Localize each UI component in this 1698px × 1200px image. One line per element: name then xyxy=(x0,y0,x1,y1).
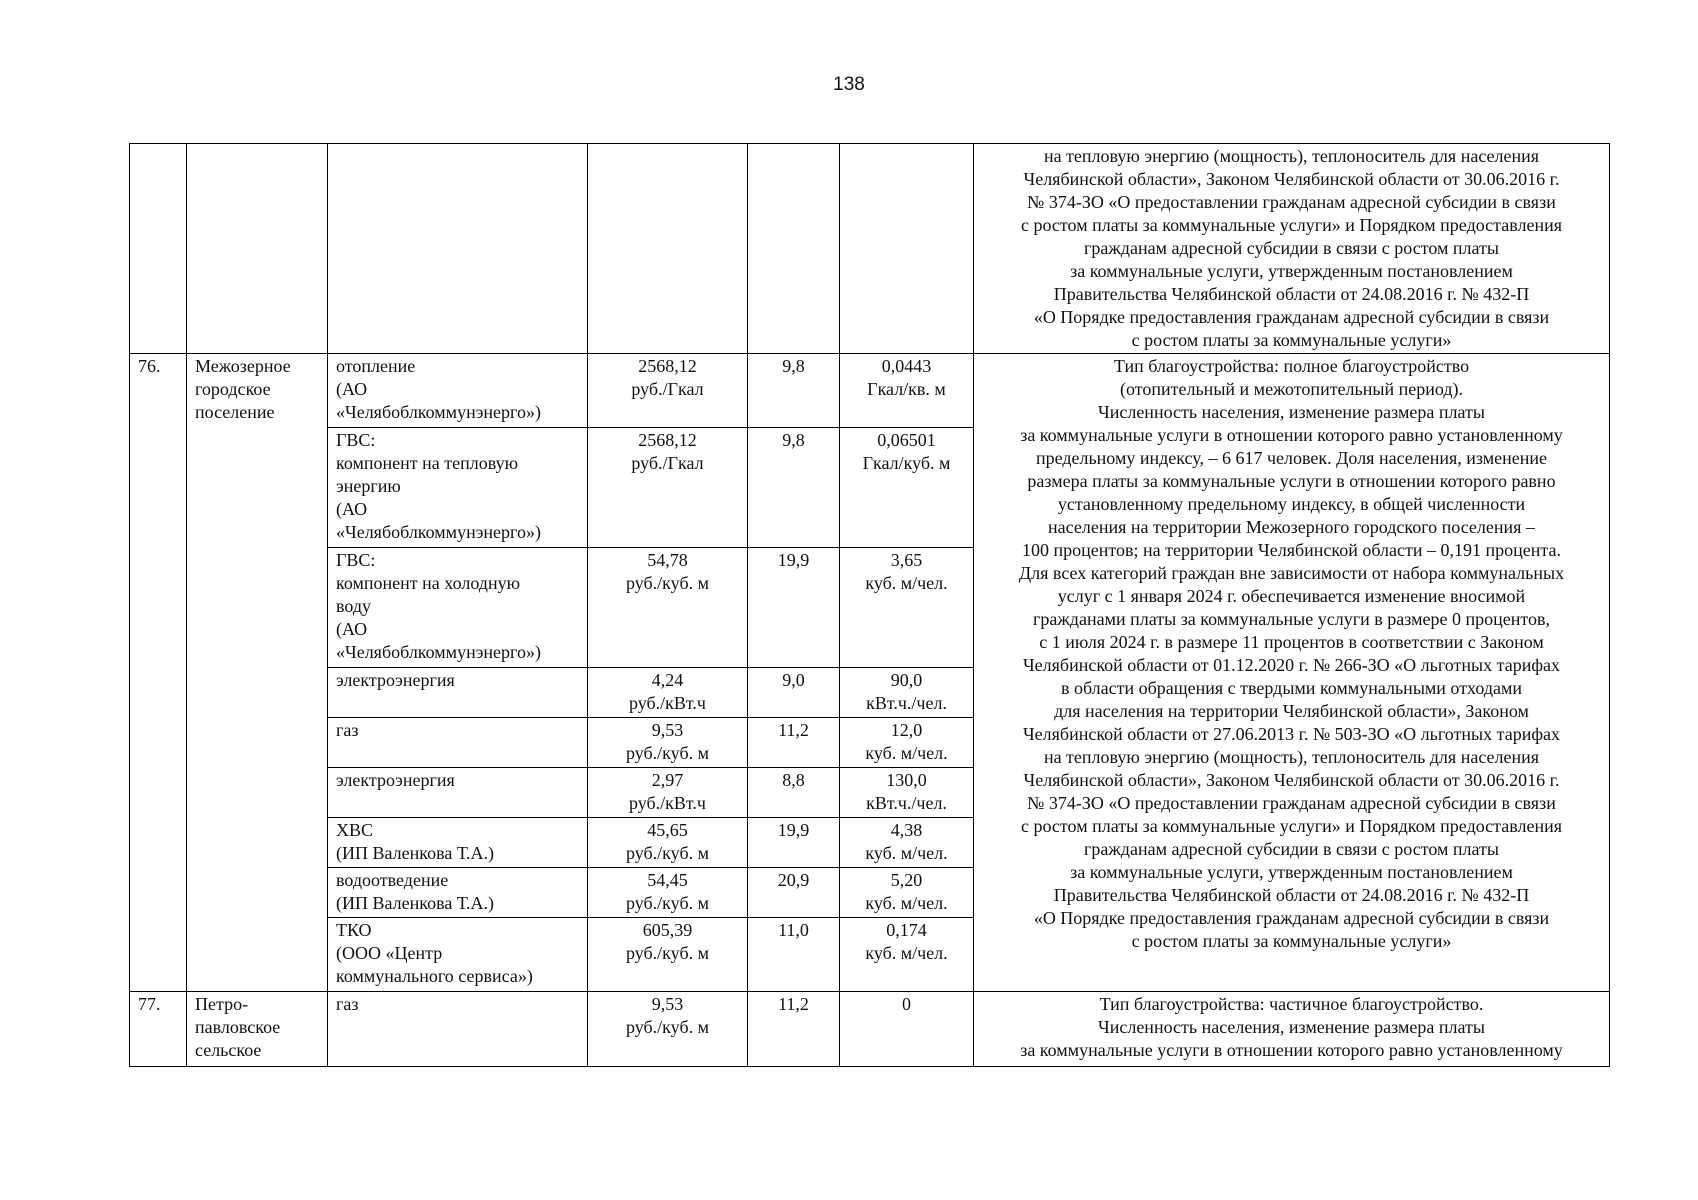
municipality-name xyxy=(187,992,328,1067)
number-cell xyxy=(130,144,187,354)
text-line: 0,0443 xyxy=(881,356,932,376)
entry-number: 77. xyxy=(130,992,187,1067)
municipality-name xyxy=(187,354,328,992)
text-line: с ростом платы за коммунальные услуги» xyxy=(1131,330,1452,350)
text-line: на тепловую энергию (мощность), теплоноситель для населения xyxy=(1043,146,1540,166)
text-line: руб./куб. м xyxy=(626,573,709,593)
tariff-table-body xyxy=(130,144,1610,1067)
text-line: с 1 июля 2024 г. в размере 11 процентов в соответствии с Законом xyxy=(1039,632,1544,652)
norm-cell xyxy=(840,144,974,354)
tariff-value xyxy=(588,868,748,918)
text-line: «О Порядке предоставления гражданам адресной субсидии в связи xyxy=(1033,908,1550,928)
service-name xyxy=(328,992,588,1067)
text-line: 12,0 xyxy=(890,720,923,740)
text-line: населения на территории Межозерного городского поселения – xyxy=(1048,517,1535,537)
text-line: руб./куб. м xyxy=(626,1017,709,1037)
note-cell xyxy=(974,354,1610,992)
text-line: компонент на тепловую xyxy=(336,453,519,473)
text-line: городское xyxy=(195,379,271,399)
text-line: электроэнергия xyxy=(336,670,455,690)
text-line: услуг с 1 января 2024 г. обеспечивается изменение вносимой xyxy=(1057,586,1526,606)
service-name xyxy=(328,428,588,548)
service-cell xyxy=(328,144,588,354)
norm-value xyxy=(840,548,974,668)
text-line: за коммунальные услуги, утвержденным постановлением xyxy=(1070,862,1513,882)
service-name xyxy=(328,818,588,868)
text-line: за коммунальные услуги в отношении которого равно установленному xyxy=(1020,425,1563,445)
text-line: куб. м/чел. xyxy=(865,573,948,593)
text-line: Челябинской области», Законом Челябинской области от 30.06.2016 г. xyxy=(1023,169,1560,189)
text-line: Межозерное xyxy=(195,356,291,376)
note-cell xyxy=(974,992,1610,1067)
text-line: Челябинской области от 01.12.2020 г. № 266-ЗО «О льготных тарифах xyxy=(1022,655,1560,675)
tariff-value xyxy=(588,818,748,868)
text-line: 130,0 xyxy=(886,770,927,790)
text-line: (отопительный и межотопительный период). xyxy=(1119,379,1463,399)
tariff-value xyxy=(588,718,748,768)
norm-value xyxy=(840,992,974,1067)
text-line: установленному предельному индексу, в общей численности xyxy=(1057,494,1526,514)
percent-value: 19,9 xyxy=(748,548,840,668)
text-line: № 374-ЗО «О предоставлении гражданам адресной субсидии в связи xyxy=(1027,793,1556,813)
page-number: 138 xyxy=(833,74,865,95)
tariff-value xyxy=(588,768,748,818)
text-line: руб./Гкал xyxy=(631,379,704,399)
text-line: руб./кВт.ч xyxy=(628,693,706,713)
text-line: поселение xyxy=(195,402,275,422)
text-line: 605,39 xyxy=(642,920,693,940)
text-line: 100 процентов; на территории Челябинской области – 0,191 процента. xyxy=(1022,540,1561,560)
service-name xyxy=(328,354,588,428)
text-line: руб./куб. м xyxy=(626,743,709,763)
text-line: предельному индексу, – 6 617 человек. Доля населения, изменение xyxy=(1035,448,1548,468)
table-row xyxy=(130,354,1610,428)
service-name xyxy=(328,718,588,768)
municipality-cell xyxy=(187,144,328,354)
percent-value: 9,8 xyxy=(748,354,840,428)
text-line: отопление xyxy=(336,356,416,376)
text-line: 2568,12 xyxy=(638,430,697,450)
tariff-value xyxy=(588,668,748,718)
text-line: куб. м/чел. xyxy=(865,743,948,763)
text-line: газ xyxy=(336,994,359,1014)
text-line: «О Порядке предоставления гражданам адресной субсидии в связи xyxy=(1033,307,1550,327)
text-line: коммунального сервиса») xyxy=(336,966,533,986)
norm-value xyxy=(840,718,974,768)
text-line: размера платы за коммунальные услуги в отношении которого равно xyxy=(1027,471,1556,491)
service-name xyxy=(328,668,588,718)
text-line: 0,06501 xyxy=(877,430,936,450)
norm-value xyxy=(840,868,974,918)
text-line: Тип благоустройства: полное благоустройство xyxy=(1113,356,1470,376)
text-line: (ООО «Центр xyxy=(336,943,443,963)
text-line: (АО xyxy=(336,379,368,399)
text-line: 9,53 xyxy=(651,994,684,1014)
text-line: Для всех категорий граждан вне зависимости от набора коммунальных xyxy=(1018,563,1565,583)
text-line: на тепловую энергию (мощность), теплоноситель для населения xyxy=(1043,747,1540,767)
text-line: ГВС: xyxy=(336,430,376,450)
text-line: павловское xyxy=(195,1017,281,1037)
text-line: с ростом платы за коммунальные услуги» и Порядком предоставления xyxy=(1020,816,1563,836)
text-line: «Челябоблкоммунэнерго») xyxy=(336,402,541,422)
text-line: гражданам адресной субсидии в связи с ростом платы xyxy=(1083,238,1499,258)
text-line: 4,38 xyxy=(890,820,923,840)
text-line: (АО xyxy=(336,619,368,639)
text-line: 2,97 xyxy=(651,770,684,790)
text-line: Челябинской области», Законом Челябинской области от 30.06.2016 г. xyxy=(1023,770,1560,790)
percent-value: 20,9 xyxy=(748,868,840,918)
text-line: Петро- xyxy=(195,994,249,1014)
tariff-table xyxy=(129,143,1610,1067)
text-line: «Челябоблкоммунэнерго») xyxy=(336,522,541,542)
text-line: куб. м/чел. xyxy=(865,943,948,963)
text-line: руб./куб. м xyxy=(626,843,709,863)
text-line: 5,20 xyxy=(890,870,923,890)
norm-value xyxy=(840,428,974,548)
entry-number: 76. xyxy=(130,354,187,992)
text-line: Численность населения, изменение размера платы xyxy=(1098,1017,1485,1037)
text-line: 0,174 xyxy=(886,920,927,940)
text-line: № 374-ЗО «О предоставлении гражданам адресной субсидии в связи xyxy=(1027,192,1556,212)
norm-value xyxy=(840,818,974,868)
text-line: кВт.ч./чел. xyxy=(866,793,947,813)
text-line: Правительства Челябинской области от 24.08.2016 г. № 432-П xyxy=(1053,885,1530,905)
text-line: куб. м/чел. xyxy=(865,843,948,863)
tariff-cell xyxy=(588,144,748,354)
text-line: за коммунальные услуги, утвержденным постановлением xyxy=(1070,261,1513,281)
text-line: Челябинской области от 27.06.2013 г. № 503-ЗО «О льготных тарифах xyxy=(1022,724,1560,744)
service-name xyxy=(328,768,588,818)
text-line: кВт.ч./чел. xyxy=(866,693,947,713)
text-line: газ xyxy=(336,720,359,740)
text-line: куб. м/чел. xyxy=(865,893,948,913)
tariff-value xyxy=(588,918,748,992)
continuation-row xyxy=(130,144,1610,354)
text-line: 9,53 xyxy=(651,720,684,740)
percent-value: 11,2 xyxy=(748,718,840,768)
text-line: (ИП Валенкова Т.А.) xyxy=(336,843,495,863)
norm-value xyxy=(840,768,974,818)
text-line: с ростом платы за коммунальные услуги» xyxy=(1131,931,1452,951)
text-line: 54,78 xyxy=(647,550,688,570)
service-name xyxy=(328,548,588,668)
percent-value: 11,2 xyxy=(748,992,840,1067)
text-line: гражданами платы за коммунальные услуги в размере 0 процентов, xyxy=(1033,609,1550,629)
text-line: гражданам адресной субсидии в связи с ростом платы xyxy=(1083,839,1499,859)
table-row xyxy=(130,992,1610,1067)
text-line: Гкал/куб. м xyxy=(862,453,951,473)
percent-cell xyxy=(748,144,840,354)
text-line: руб./куб. м xyxy=(626,943,709,963)
text-line: 2568,12 xyxy=(638,356,697,376)
text-line: ТКО xyxy=(336,920,372,940)
tariff-value xyxy=(588,354,748,428)
text-line: (ИП Валенкова Т.А.) xyxy=(336,893,495,913)
text-line: сельское xyxy=(195,1040,262,1060)
percent-value: 11,0 xyxy=(748,918,840,992)
service-name xyxy=(328,868,588,918)
text-line: руб./куб. м xyxy=(626,893,709,913)
text-line: Правительства Челябинской области от 24.08.2016 г. № 432-П xyxy=(1053,284,1530,304)
text-line: Гкал/кв. м xyxy=(867,379,946,399)
text-line: Тип благоустройства: частичное благоустройство. xyxy=(1099,994,1484,1014)
text-line: «Челябоблкоммунэнерго») xyxy=(336,642,541,662)
norm-value xyxy=(840,918,974,992)
tariff-value xyxy=(588,992,748,1067)
text-line: за коммунальные услуги в отношении которого равно установленному xyxy=(1020,1040,1563,1060)
text-line: 90,0 xyxy=(890,670,923,690)
text-line: ГВС: xyxy=(336,550,376,570)
text-line: руб./Гкал xyxy=(631,453,704,473)
norm-value xyxy=(840,354,974,428)
text-line: 0 xyxy=(902,994,911,1014)
tariff-value xyxy=(588,548,748,668)
text-line: 4,24 xyxy=(651,670,684,690)
text-line: воду xyxy=(336,596,372,616)
text-line: ХВС xyxy=(336,820,374,840)
text-line: водоотведение xyxy=(336,870,449,890)
text-line: руб./кВт.ч xyxy=(628,793,706,813)
percent-value: 9,0 xyxy=(748,668,840,718)
text-line: Численность населения, изменение размера платы xyxy=(1098,402,1485,422)
percent-value: 8,8 xyxy=(748,768,840,818)
service-name xyxy=(328,918,588,992)
text-line: (АО xyxy=(336,499,368,519)
text-line: в области обращения с твердыми коммунальными отходами xyxy=(1060,678,1523,698)
text-line: компонент на холодную xyxy=(336,573,521,593)
text-line: с ростом платы за коммунальные услуги» и Порядком предоставления xyxy=(1020,215,1563,235)
tariff-value xyxy=(588,428,748,548)
text-line: 54,45 xyxy=(647,870,688,890)
text-line: для населения на территории Челябинской области», Законом xyxy=(1054,701,1529,721)
text-line: 3,65 xyxy=(890,550,923,570)
note-cell xyxy=(974,144,1610,354)
text-line: электроэнергия xyxy=(336,770,455,790)
percent-value: 9,8 xyxy=(748,428,840,548)
text-line: 45,65 xyxy=(647,820,688,840)
percent-value: 19,9 xyxy=(748,818,840,868)
text-line: энергию xyxy=(336,476,401,496)
norm-value xyxy=(840,668,974,718)
